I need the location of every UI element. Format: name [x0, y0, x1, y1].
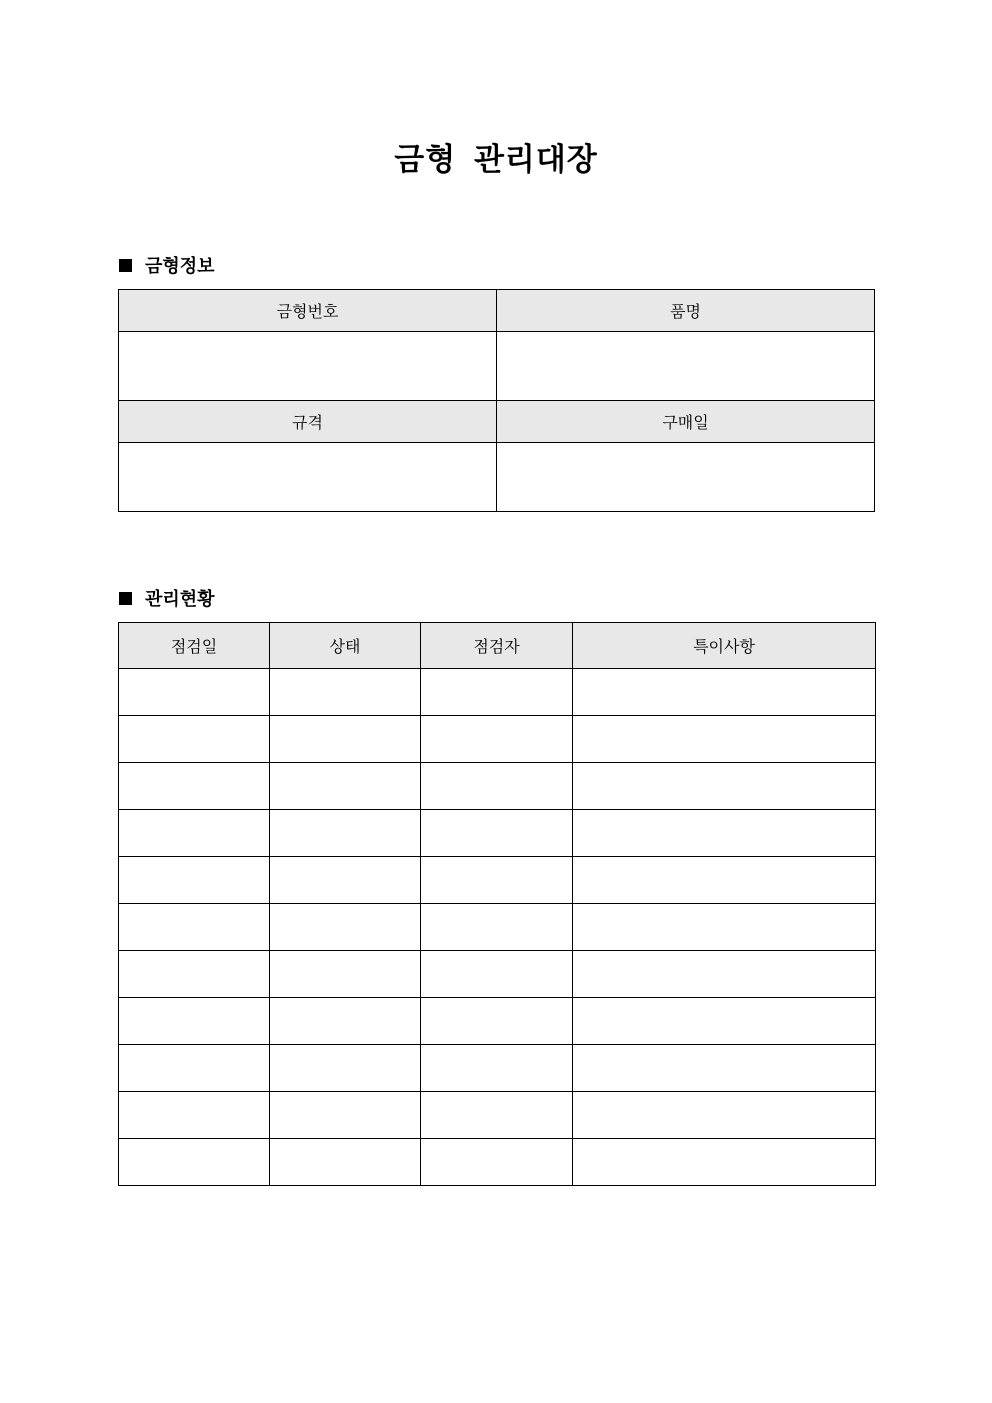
specification-cell[interactable] — [119, 443, 497, 512]
table-row — [119, 998, 876, 1045]
purchase-date-header: 구매일 — [497, 401, 875, 443]
section-heading-label: 금형정보 — [145, 256, 215, 277]
table-row — [119, 763, 876, 810]
inspection-date-cell[interactable] — [119, 1092, 270, 1139]
inspector-cell[interactable] — [421, 763, 573, 810]
remarks-cell[interactable] — [573, 669, 876, 716]
remarks-cell[interactable] — [573, 1092, 876, 1139]
inspection-date-cell[interactable] — [119, 810, 270, 857]
inspector-cell[interactable] — [421, 904, 573, 951]
table-row — [119, 904, 876, 951]
product-name-cell[interactable] — [497, 332, 875, 401]
status-cell[interactable] — [270, 669, 421, 716]
inspection-date-cell[interactable] — [119, 857, 270, 904]
inspection-date-cell[interactable] — [119, 951, 270, 998]
table-row — [119, 1045, 876, 1092]
inspection-date-cell[interactable] — [119, 763, 270, 810]
remarks-cell[interactable] — [573, 716, 876, 763]
section-heading-label: 관리현황 — [145, 589, 215, 610]
inspector-cell[interactable] — [421, 1092, 573, 1139]
section-heading-management-status — [119, 585, 215, 611]
inspector-cell[interactable] — [421, 951, 573, 998]
specification-header: 규격 — [119, 401, 497, 443]
inspection-date-cell[interactable] — [119, 1045, 270, 1092]
inspector-cell[interactable] — [421, 1139, 573, 1186]
remarks-cell[interactable] — [573, 763, 876, 810]
product-name-header: 품명 — [497, 290, 875, 332]
table-row — [119, 857, 876, 904]
inspection-date-header: 점검일 — [119, 623, 270, 669]
inspector-cell[interactable] — [421, 1045, 573, 1092]
black-square-icon — [119, 259, 132, 272]
inspector-header: 점검자 — [421, 623, 573, 669]
remarks-cell[interactable] — [573, 857, 876, 904]
inspector-cell[interactable] — [421, 857, 573, 904]
inspection-date-cell[interactable] — [119, 998, 270, 1045]
inspection-date-cell[interactable] — [119, 1139, 270, 1186]
management-status-table — [118, 622, 876, 1186]
remarks-cell[interactable] — [573, 998, 876, 1045]
status-cell[interactable] — [270, 1045, 421, 1092]
mold-info-table — [118, 289, 875, 512]
status-cell[interactable] — [270, 904, 421, 951]
remarks-cell[interactable] — [573, 1139, 876, 1186]
status-cell[interactable] — [270, 951, 421, 998]
mold-number-cell[interactable] — [119, 332, 497, 401]
table-row — [119, 1092, 876, 1139]
page-title: 금형 관리대장 — [394, 142, 598, 178]
black-square-icon — [119, 592, 132, 605]
inspection-date-cell[interactable] — [119, 716, 270, 763]
status-cell[interactable] — [270, 1092, 421, 1139]
status-cell[interactable] — [270, 1139, 421, 1186]
remarks-cell[interactable] — [573, 951, 876, 998]
remarks-cell[interactable] — [573, 810, 876, 857]
remarks-header: 특이사항 — [573, 623, 876, 669]
inspector-cell[interactable] — [421, 998, 573, 1045]
status-cell[interactable] — [270, 716, 421, 763]
status-cell[interactable] — [270, 998, 421, 1045]
table-row — [119, 716, 876, 763]
inspector-cell[interactable] — [421, 810, 573, 857]
inspection-date-cell[interactable] — [119, 669, 270, 716]
status-cell[interactable] — [270, 810, 421, 857]
inspector-cell[interactable] — [421, 716, 573, 763]
inspector-cell[interactable] — [421, 669, 573, 716]
purchase-date-cell[interactable] — [497, 443, 875, 512]
table-row — [119, 1139, 876, 1186]
remarks-cell[interactable] — [573, 904, 876, 951]
status-header: 상태 — [270, 623, 421, 669]
section-heading-mold-info — [119, 252, 215, 278]
status-cell[interactable] — [270, 857, 421, 904]
status-cell[interactable] — [270, 763, 421, 810]
table-row — [119, 951, 876, 998]
inspection-date-cell[interactable] — [119, 904, 270, 951]
remarks-cell[interactable] — [573, 1045, 876, 1092]
mold-number-header: 금형번호 — [119, 290, 497, 332]
table-row — [119, 669, 876, 716]
table-row — [119, 810, 876, 857]
